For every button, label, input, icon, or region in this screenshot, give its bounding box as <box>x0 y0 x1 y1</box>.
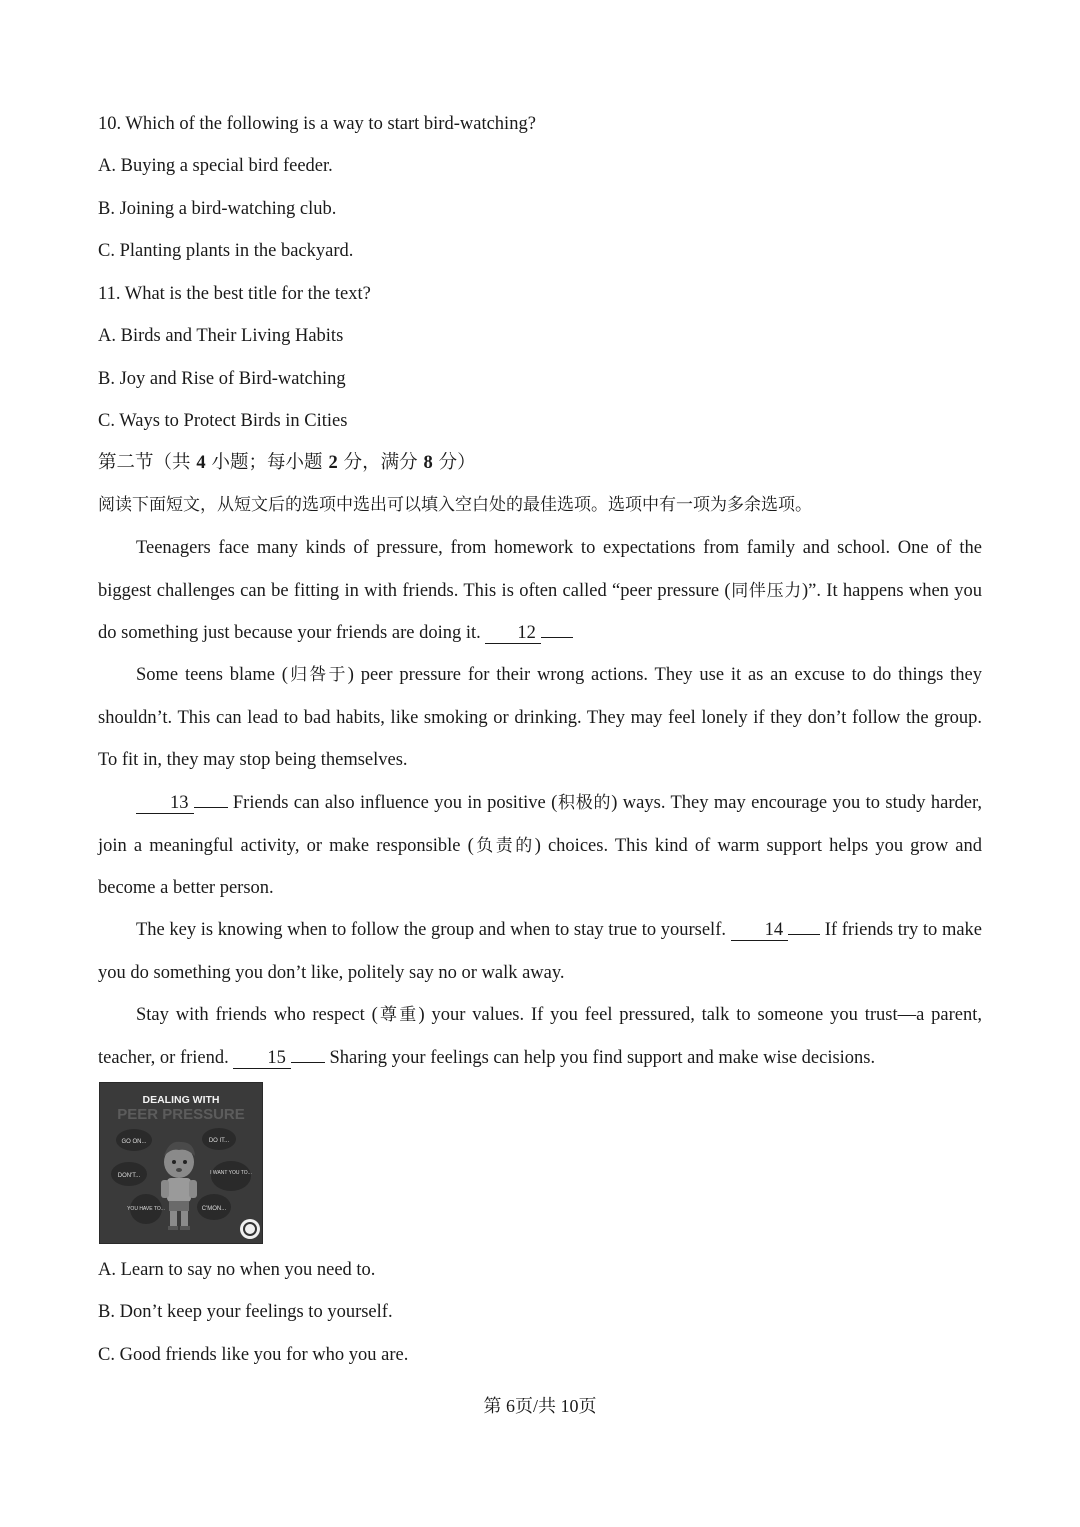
question-11-option-b: B. Joy and Rise of Bird-watching <box>98 369 346 389</box>
passage-paragraph-1: Teenagers face many kinds of pressure, from homework to expectations from family and school. One of the biggest challenges can be fitting in with friends. This is often called “peer pressure (同伴压力)”. It happens when you do something just because your friends are doing it. 12 <box>98 538 982 643</box>
passage-paragraph-2: Some teens blame (归咎于) peer pressure for their wrong actions. They use it as an excuse to do things they shouldn’t. This can lead to bad habits, like smoking or drinking. They may feel lonely if they don’t follow the group. To fit in, they may stop being themselves. <box>98 665 983 770</box>
section-heading: 第二节（共 4 小题；每小题 2 分，满分 8 分） <box>98 452 476 473</box>
option-c: C. Good friends like you for who you are. <box>98 1345 409 1365</box>
blank-13[interactable]: 13 <box>136 793 228 814</box>
svg-text:DON'T...: DON'T... <box>117 1173 141 1179</box>
option-b: B. Don’t keep your feelings to yourself. <box>98 1302 393 1322</box>
speech-bubble-4 <box>211 1161 251 1191</box>
option-a: A. Learn to say no when you need to. <box>98 1260 376 1280</box>
svg-text:GO ON...: GO ON... <box>121 1139 147 1145</box>
blank-14[interactable]: 14 <box>731 920 821 941</box>
question-11-option-a: A. Birds and Their Living Habits <box>98 326 344 346</box>
question-11-option-c: C. Ways to Protect Birds in Cities <box>98 411 348 431</box>
question-11: 11. What is the best title for the text? <box>98 284 371 304</box>
page-footer: 第 6页/共 10页 <box>483 1396 597 1416</box>
question-10-option-a: A. Buying a special bird feeder. <box>98 156 333 176</box>
section-instruction: 阅读下面短文，从短文后的选项中选出可以填入空白处的最佳选项。选项中有一项为多余选项。 <box>98 495 812 515</box>
blank-12[interactable]: 12 <box>485 623 573 644</box>
passage-paragraph-4: The key is knowing when to follow the group and when to stay true to yourself. 14 If friends try to make you do something you don’t like, politely say no or walk away. <box>98 920 983 983</box>
passage-paragraph-5: Stay with friends who respect (尊重) your values. If you feel pressured, talk to someone you trust—a parent, teacher, or friend. 15 Sharing your feelings can help you find support and make wise decisions. <box>98 1005 982 1068</box>
svg-text:YOU HAVE TO...: YOU HAVE TO... <box>127 1206 165 1212</box>
peer-pressure-poster <box>99 1082 263 1244</box>
question-10-option-b: B. Joining a bird-watching club. <box>98 199 337 219</box>
poster-title-2: PEER PRESSURE <box>117 1106 245 1123</box>
question-10: 10. Which of the following is a way to start bird-watching? <box>98 114 536 134</box>
svg-text:I WANT YOU TO...: I WANT YOU TO... <box>210 1170 252 1176</box>
poster-illustration <box>99 1082 263 1244</box>
svg-text:DO IT...: DO IT... <box>208 1138 230 1144</box>
blank-15[interactable]: 15 <box>233 1048 325 1069</box>
passage-paragraph-3: 13 Friends can also influence you in positive (积极的) ways. They may encourage you to study harder, join a meaningful activity, or make responsible (负责的) choices. This kind of warm support helps you grow and become a better person. <box>98 793 983 898</box>
svg-text:C'MON...: C'MON... <box>201 1206 227 1212</box>
poster-title-1: DEALING WITH <box>142 1094 220 1106</box>
question-10-option-c: C. Planting plants in the backyard. <box>98 241 354 261</box>
